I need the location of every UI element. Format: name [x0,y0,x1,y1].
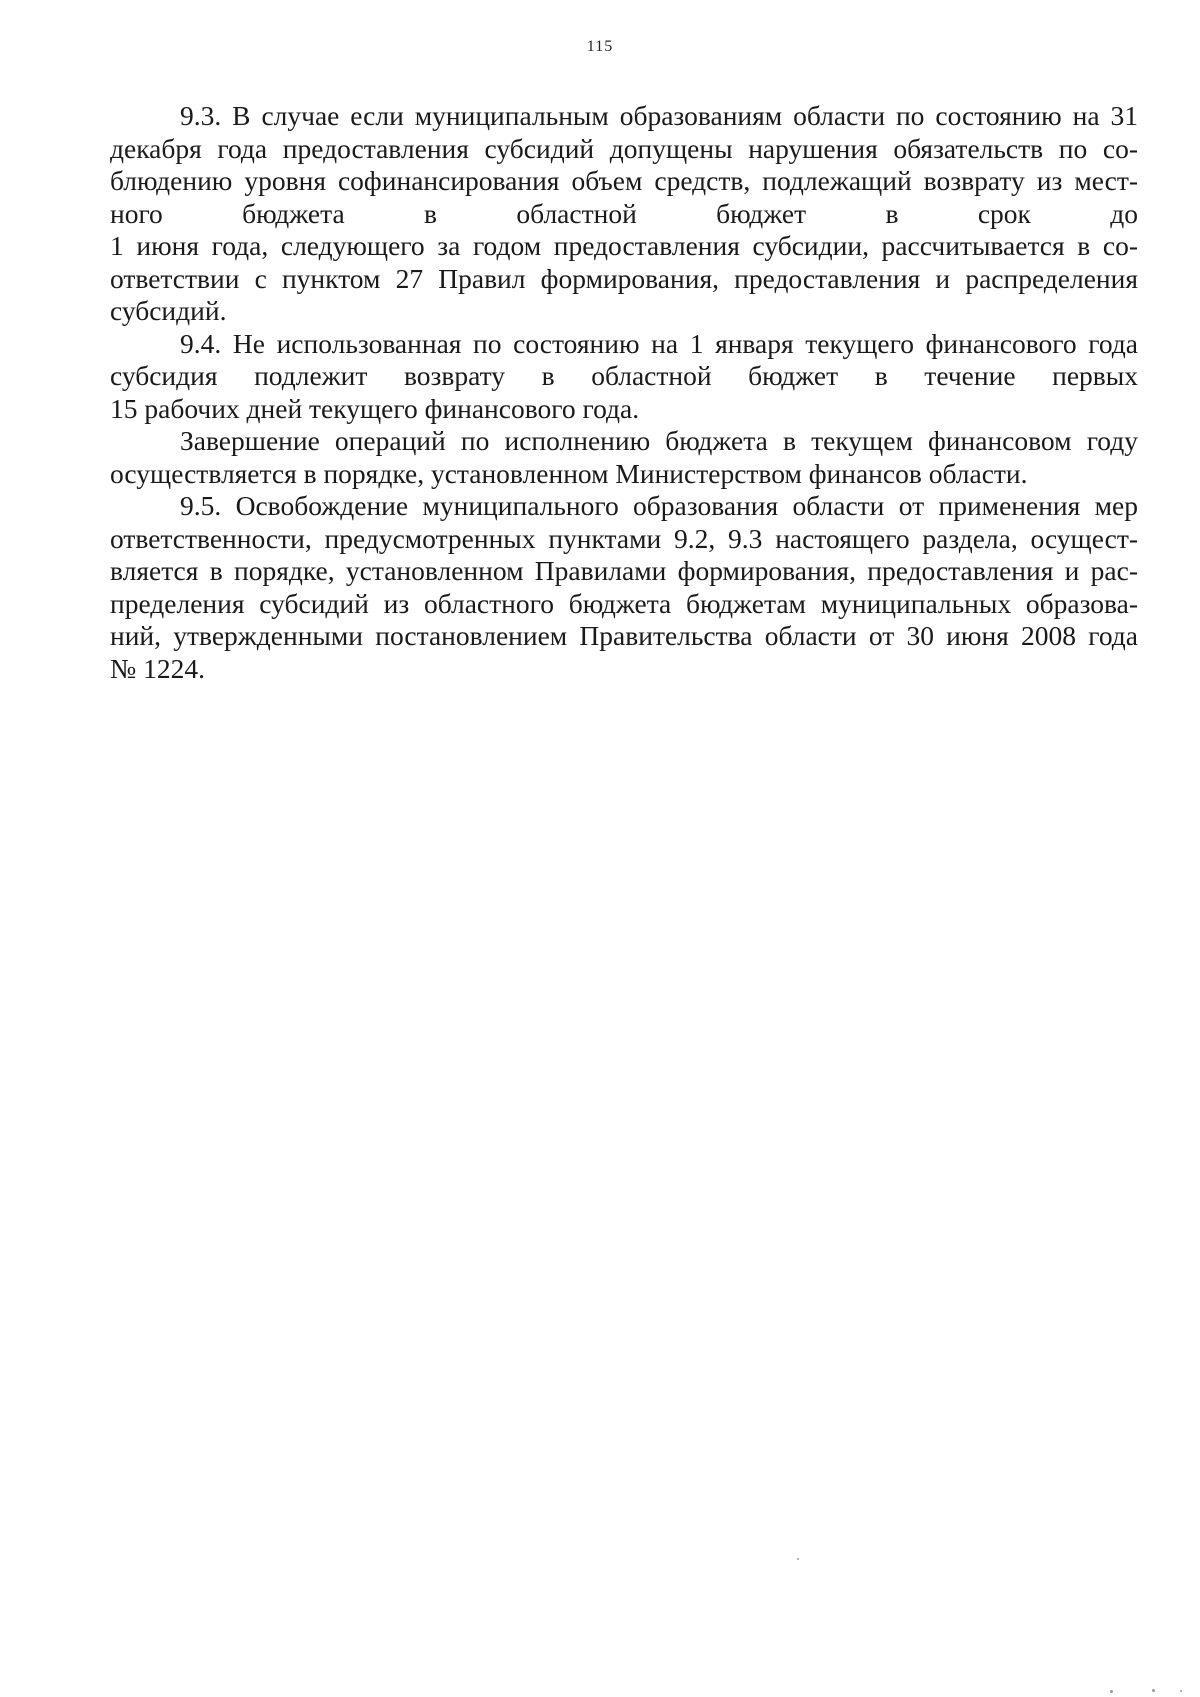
paragraph-9-5-line-5: ний, утвержденными постановлением Правительства области от 30 июня 2008 года [110,620,1138,651]
scan-speck [797,1558,799,1560]
paragraph-9-5-line-1: 9.5. Освобождение муниципального образования области от применения мер [180,490,1138,521]
document-body [110,100,1138,685]
paragraph-9-5-line-4: пределения субсидий из областного бюджета бюджетам муниципальных образова- [110,587,1138,619]
paragraph-9-5-line-2: ответственности, предусмотренных пунктами 9.2, 9.3 настоящего раздела, осущест- [110,522,1138,554]
paragraph-9-3-line-2: декабря года предоставления субсидий допущены нарушения обязательств по со- [110,132,1138,164]
paragraph-9-3-line-3: блюдению уровня софинансирования объем средств, подлежащий возврату из мест- [110,165,1138,196]
paragraph-9-5-line-6: № 1224. [110,652,205,684]
paragraph-9-4-line-1: 9.4. Не использованная по состоянию на 1 января текущего финансового года [180,327,1138,359]
paragraph-completion-line-2: осуществляется в порядке, установленном Министерством финансов области. [110,457,1028,489]
paragraph-9-3-line-5: 1 июня года, следующего за годом предоставления субсидии, рассчитывается в со- [110,230,1138,261]
scan-speck [1152,1689,1155,1692]
page-number: 115 [586,38,614,55]
paragraph-9-3-line-4: ного бюджета в областной бюджет в срок до [110,197,1138,229]
paragraph-9-3-line-7: субсидий. [110,295,227,326]
paragraph-9-5-line-3: вляется в порядке, установленном Правилами формирования, предоставления и рас- [110,555,1138,586]
scan-speck [1110,1690,1113,1693]
paragraph-9-4-line-2: субсидия подлежит возврату в областной бюджет в течение первых [110,360,1138,391]
paragraph-9-3-line-6: ответствии с пунктом 27 Правил формирования, предоставления и распределения [110,262,1138,294]
paragraph-completion-line-1: Завершение операций по исполнению бюджета в текущем финансовом году [180,425,1138,456]
paragraph-9-3-line-1: 9.3. В случае если муниципальным образованиям области по состоянию на 31 [180,100,1138,131]
paragraph-9-4-line-3: 15 рабочих дней текущего финансового года. [110,392,640,424]
scan-speck [1180,1690,1182,1692]
